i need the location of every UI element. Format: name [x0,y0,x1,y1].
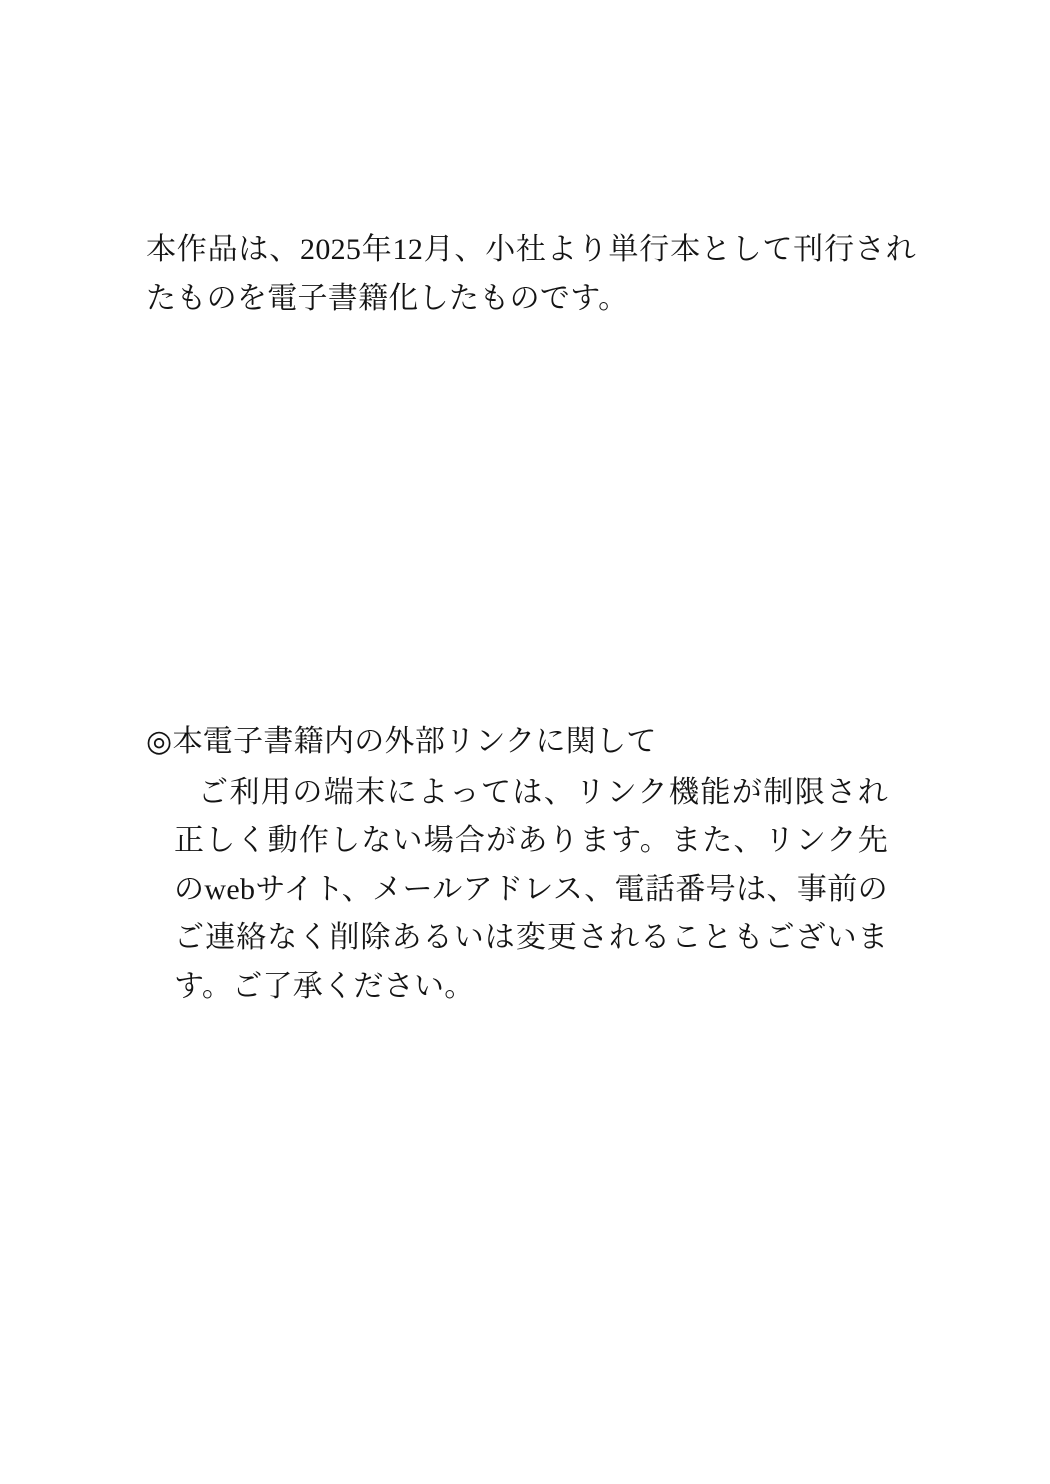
external-link-notice-heading: ◎本電子書籍内の外部リンクに関して [146,725,657,758]
publication-note: 本作品は、2025年12月、小社より単行本として刊行されたものを電子書籍化したものです。 [146,233,916,315]
external-link-notice [146,718,916,1012]
external-link-notice-body: ご利用の端末によっては、リンク機能が制限され正しく動作しない場合があります。また、リンク先のwebサイト、メールアドレス、電話番号は、事前のご連絡なく削除あるいは変更されることもございます。ご了承ください。 [174,775,888,1003]
